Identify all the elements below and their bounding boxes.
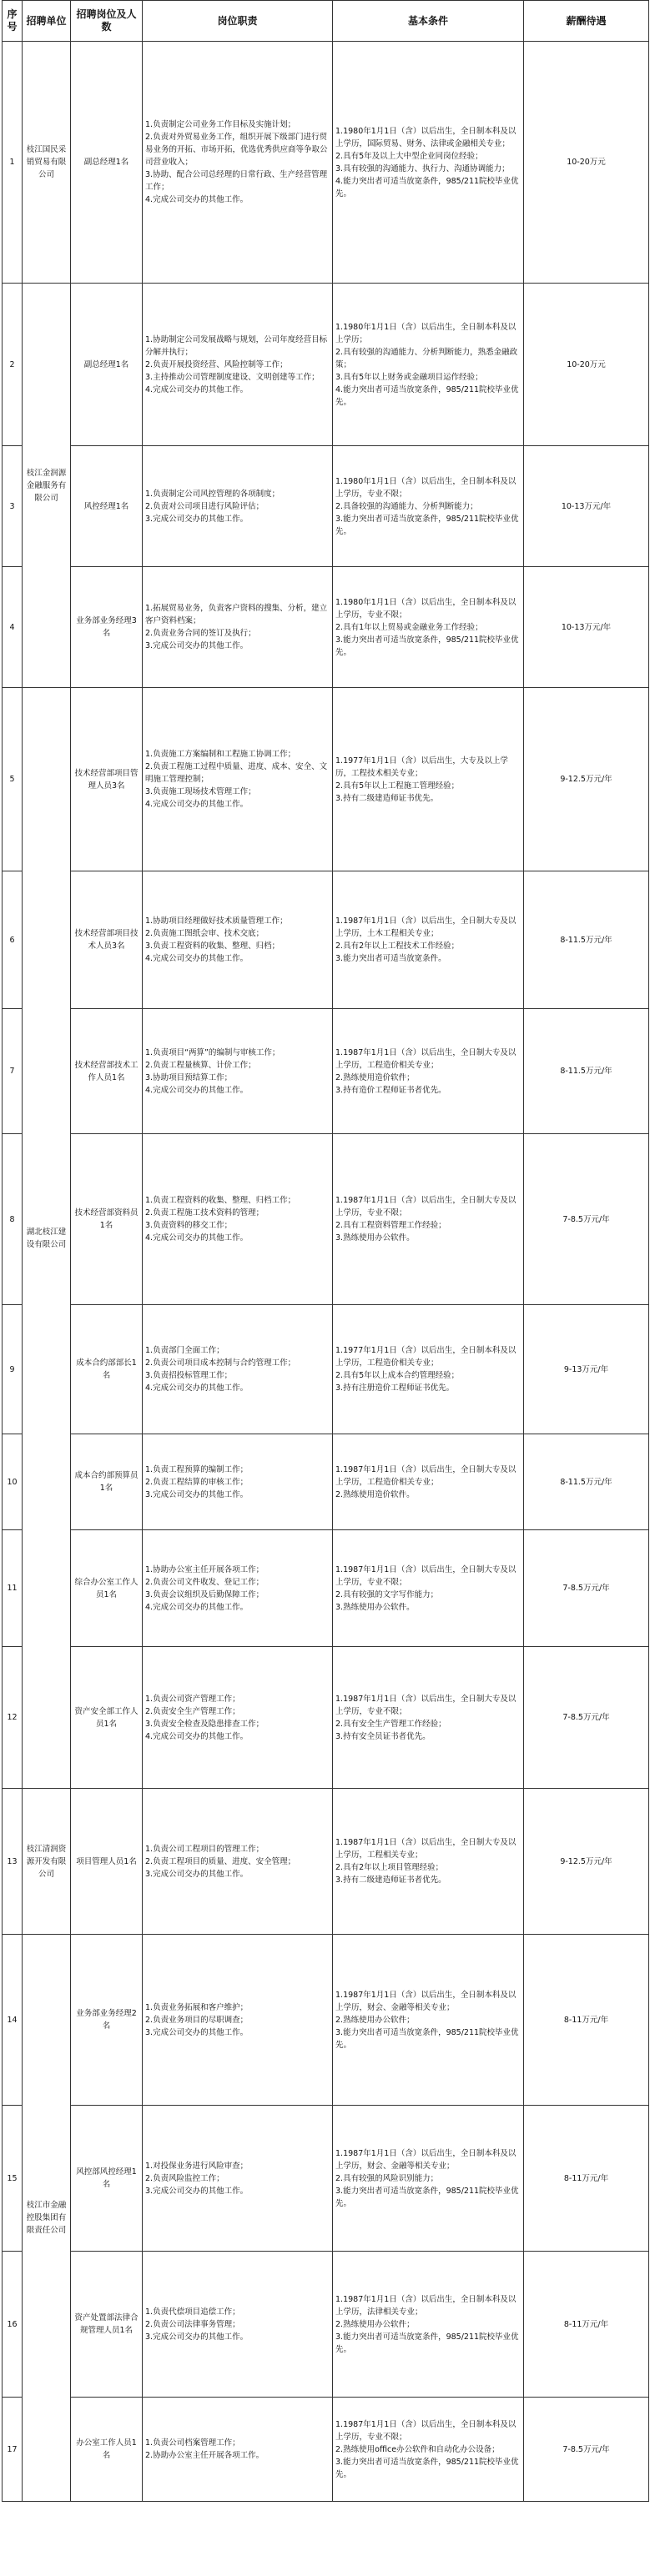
row-number: 9 [3,1305,23,1434]
table-row [3,1935,649,2106]
requirements-list [335,125,521,200]
salary-cell: 7-8.5万元/年 [524,1134,649,1305]
duty-item: 2.负责开展投资经营、风险控制等工作； [145,359,288,369]
position-cell: 成本合约部部长1名 [71,1305,143,1434]
duty-item: 2.负责工程施工过程中质量、进度、成本、安全、文明施工管理控制； [145,762,328,784]
duty-item: 4.完成公司交办的其他工作。 [145,384,249,394]
duties-list [145,915,330,965]
requirements-cell [333,2398,524,2502]
requirements-cell [333,1009,524,1134]
duty-item: 2.负责工程项目的质量、进度、安全管理； [145,1856,296,1866]
row-number: 10 [3,1434,23,1530]
duties-cell [143,1530,333,1647]
duty-item: 2.负责公司法律事务管理； [145,2319,240,2329]
unit-cell: 湖北枝江建设有限公司 [23,688,71,1789]
row-number: 13 [3,1789,23,1935]
duties-cell [143,1789,333,1935]
duty-item: 3.负责资料的移交工作； [145,1221,233,1230]
requirements-cell [333,567,524,688]
requirement-item: 2.熟练使用造价软件。 [335,1489,415,1499]
salary-cell: 8-11.5万元/年 [524,871,649,1009]
requirements-cell [333,1134,524,1305]
requirements-cell [333,1647,524,1789]
duty-item: 2.负责对外贸易业务工作，组织开展下级部门进行贸易业务的开拓、市场开拓，优选优秀供应商等争取公司营业收入； [145,133,328,167]
table-row [3,1305,649,1434]
position-cell: 成本合约部预算员1名 [71,1434,143,1530]
requirements-list [335,1464,521,1501]
duties-list [145,1344,330,1394]
position-cell: 副总经理1名 [71,284,143,446]
duty-item: 1.协助制定公司发展战略与规划，公司年度经营目标分解并执行； [145,334,328,357]
duty-item: 1.负责公司档案管理工作； [145,2438,240,2448]
requirement-item: 2.具有工程资料管理工作经验； [335,1221,446,1230]
header-no: 序号 [3,1,23,42]
position-cell: 副总经理1名 [71,42,143,284]
requirement-item: 1.1987年1月1日（含）以后出生，全日制本科及以上学历，财会、金融等相关专业； [335,2148,516,2171]
salary-cell: 8-11.5万元/年 [524,1009,649,1134]
duty-item: 3.完成公司交办的其他工作。 [145,2332,249,2342]
duty-item: 1.负责工程预算的编制工作； [145,1464,249,1474]
duties-cell [143,688,333,871]
requirements-cell [333,2252,524,2398]
requirement-item: 3.持有二级建造师证书优先。 [335,793,439,803]
duty-item: 3.负责会议组织及后勤保障工作； [145,1589,265,1599]
duties-cell [143,1305,333,1434]
requirement-item: 3.持有安全员证书者优先。 [335,1731,431,1741]
duties-list [145,488,330,525]
duty-item: 1.负责施工方案编制和工程施工协调工作； [145,750,296,759]
table-row [3,688,649,871]
duty-item: 2.协助办公室主任开展各项工作。 [145,2451,265,2460]
requirement-item: 2.具备较强的沟通能力、分析判断能力； [335,501,478,511]
duty-item: 2.负责工程量核算、计价工作； [145,1060,256,1070]
duty-item: 3.完成公司交办的其他工作。 [145,2186,249,2196]
requirements-cell [333,1935,524,2106]
duties-cell [143,2252,333,2398]
duties-list [145,334,330,396]
duty-item: 4.完成公司交办的其他工作。 [145,954,249,963]
requirement-item: 3.具有较强的沟通能力、执行力、沟通协调能力； [335,163,510,173]
requirements-list [335,1047,521,1097]
salary-cell: 10-20万元 [524,42,649,284]
duties-list [145,2306,330,2343]
requirements-list [335,321,521,409]
unit-cell: 枝江国民采销贸易有限公司 [23,42,71,284]
requirement-item: 2.具有安全生产管理工作经验； [335,1719,446,1729]
row-number: 15 [3,2106,23,2252]
duty-item: 1.负责工程资料的收集、整理、归档工作； [145,1196,296,1205]
duties-list [145,748,330,811]
duty-item: 3.负责安全检查及隐患排查工作； [145,1719,265,1729]
duty-item: 1.协助办公室主任开展各项工作； [145,1564,265,1574]
requirement-item: 3.持有造价工程师证书者优先。 [335,1085,446,1095]
requirement-item: 2.具有1年以上贸易或金融业务工作经验； [335,622,483,632]
requirement-item: 4.能力突出者可适当放宽条件，985/211院校毕业优先。 [335,384,519,407]
duty-item: 1.负责业务拓展和客户维护； [145,2002,249,2012]
requirements-cell [333,446,524,567]
requirements-cell [333,1434,524,1530]
requirement-item: 3.能力突出者可适当放宽条件。 [335,954,446,963]
salary-cell: 7-8.5万元/年 [524,1647,649,1789]
position-cell: 技术经营部项目管理人员3名 [71,688,143,871]
duties-list [145,1693,330,1743]
requirement-item: 1.1987年1月1日（含）以后出生，全日制本科及以上学历，财会、金融等相关专业； [335,1990,516,2012]
duties-list [145,1464,330,1501]
requirement-item: 3.能力突出者可适当放宽条件，985/211院校毕业优先。 [335,2332,519,2354]
duty-item: 1.对投保业务进行风险审查； [145,2161,249,2171]
table-row [3,567,649,688]
requirement-item: 1.1987年1月1日（含）以后出生，全日制大专及以上学历，专业不限； [335,1564,516,1587]
requirement-item: 1.1987年1月1日（含）以后出生，全日制大专及以上学历，专业不限； [335,1196,516,1218]
requirements-list [335,1836,521,1886]
requirement-item: 3.能力突出者可适当放宽条件，985/211院校毕业优先。 [335,2027,519,2050]
requirement-item: 1.1987年1月1日（含）以后出生，全日制大专及以上学历，工程造价相关专业； [335,1464,516,1487]
requirement-item: 2.熟练使用office办公软件和自动化办公设备； [335,2444,500,2454]
requirement-item: 2.具有2年以上工程技术工作经验； [335,942,460,951]
requirement-item: 3.熟练使用办公软件。 [335,1233,415,1243]
requirements-cell [333,2106,524,2252]
duty-item: 3.协助项目预结算工作； [145,1072,233,1082]
row-number: 5 [3,688,23,871]
requirements-list [335,1344,521,1394]
requirement-item: 1.1980年1月1日（含）以后出生，全日制本科及以上学历，国际贸易、财务、法律或金融相关专业； [335,126,516,148]
requirement-item: 3.具有5年以上财务或金融项目运作经验； [335,372,483,382]
table-row [3,284,649,446]
row-number: 7 [3,1009,23,1134]
requirement-item: 2.具有较强的沟通能力、分析判断能力，熟悉金融政策； [335,347,518,369]
requirements-list [335,2147,521,2210]
table-row [3,871,649,1009]
requirement-item: 3.能力突出者可适当放宽条件，985/211院校毕业优先。 [335,2186,519,2208]
duties-list [145,118,330,206]
requirement-item: 2.具有5年及以上大中型企业同岗位经验； [335,151,483,161]
duties-cell [143,2106,333,2252]
unit-cell: 枝江金润源金融服务有限公司 [23,284,71,688]
row-number: 14 [3,1935,23,2106]
duty-item: 3.负责招投标管理工作； [145,1371,233,1380]
duty-item: 1.负责项目“两算”的编制与审核工作； [145,1047,280,1057]
duty-item: 2.负责工程结算的审核工作； [145,1477,249,1487]
salary-cell: 8-11万元/年 [524,2252,649,2398]
duty-item: 4.完成公司交办的其他工作。 [145,1731,249,1741]
table-row [3,1647,649,1789]
requirement-item: 1.1987年1月1日（含）以后出生，全日制大专及以上学历，专业不限； [335,1694,516,1716]
salary-cell: 8-11万元/年 [524,1935,649,2106]
duty-item: 1.负责公司工程项目的管理工作； [145,1844,265,1854]
duties-list [145,2160,330,2197]
row-number: 11 [3,1530,23,1647]
duty-item: 4.完成公司交办的其他工作。 [145,195,249,204]
duties-cell [143,446,333,567]
table-header-row [3,1,649,42]
requirements-cell [333,1789,524,1935]
duty-item: 2.负责业务项目的尽职调查； [145,2015,249,2025]
duty-item: 3.负责工程资料的收集、整理、归档； [145,942,280,951]
duty-item: 4.完成公司交办的其他工作。 [145,1085,249,1095]
requirements-cell [333,1305,524,1434]
duties-cell [143,1935,333,2106]
duty-item: 3.完成公司交办的其他工作。 [145,1489,249,1499]
table-row [3,1789,649,1935]
requirements-cell [333,1530,524,1647]
duty-item: 3.主持推动公司管理制度建设、文明创建等工作； [145,372,320,382]
duty-item: 1.负责制定公司风控管理的各项制度； [145,489,280,499]
position-cell: 资产处置部法律合规管理人员1名 [71,2252,143,2398]
salary-cell: 9-12.5万元/年 [524,688,649,871]
salary-cell: 8-11.5万元/年 [524,1434,649,1530]
recruitment-table [2,0,649,2502]
requirement-item: 2.具有5年以上工程施工管理经验； [335,781,460,791]
duties-cell [143,871,333,1009]
position-cell: 业务部业务经理3名 [71,567,143,688]
requirement-item: 1.1980年1月1日（含）以后出生，全日制本科及以上学历，专业不限； [335,476,516,499]
table-row [3,1530,649,1647]
table-row [3,1134,649,1305]
requirement-item: 1.1980年1月1日（含）以后出生，全日制本科及以上学历； [335,322,516,344]
header-salary: 薪酬待遇 [524,1,649,42]
requirement-item: 1.1987年1月1日（含）以后出生，全日制大专及以上学历，工程造价相关专业； [335,1047,516,1070]
requirements-cell [333,42,524,284]
position-cell: 业务部业务经理2名 [71,1935,143,2106]
duties-cell [143,1647,333,1789]
requirements-list [335,1693,521,1743]
duty-item: 3.完成公司交办的其他工作。 [145,1869,249,1879]
duty-item: 3.完成公司交办的其他工作。 [145,514,249,524]
row-number: 16 [3,2252,23,2398]
row-number: 8 [3,1134,23,1305]
requirement-item: 2.具有2年以上项目管理经验； [335,1863,444,1872]
position-cell: 技术经营部技术工作人员1名 [71,1009,143,1134]
duties-cell [143,1009,333,1134]
requirements-list [335,915,521,965]
salary-cell: 10-13万元/年 [524,446,649,567]
duty-item: 1.拓展贸易业务，负责客户资料的搜集、分析，建立客户资料档案； [145,604,328,625]
unit-cell: 枝江市金融控股集团有限责任公司 [23,1935,71,2502]
requirements-list [335,1194,521,1244]
requirement-item: 2.具有较强的风险识别能力； [335,2173,439,2183]
duty-item: 1.负责制定公司业务工作目标及实施计划； [145,120,296,129]
duty-item: 3.协助、配合公司总经理的日常行政、生产经营管理工作； [145,170,328,192]
requirement-item: 2.具有5年以上成本合约管理经验； [335,1371,460,1380]
salary-cell: 7-8.5万元/年 [524,1530,649,1647]
requirement-item: 1.1980年1月1日（含）以后出生，全日制本科及以上学历，专业不限； [335,597,516,620]
row-number: 12 [3,1647,23,1789]
requirement-item: 1.1987年1月1日（含）以后出生，全日制本科及以上学历，法律相关专业； [335,2294,516,2317]
requirement-item: 2.熟练使用办公软件； [335,2319,415,2329]
row-number: 3 [3,446,23,567]
position-cell: 办公室工作人员1名 [71,2398,143,2502]
requirements-list [335,596,521,659]
duty-item: 2.负责工程施工技术资料的管理； [145,1208,265,1218]
requirements-list [335,2293,521,2356]
row-number: 2 [3,284,23,446]
salary-cell: 7-8.5万元/年 [524,2398,649,2502]
duty-item: 2.负责风险监控工作； [145,2173,224,2183]
requirement-item: 2.熟练使用办公软件； [335,2015,415,2025]
requirement-item: 3.能力突出者可适当放宽条件，985/211院校毕业优先。 [335,514,519,536]
duty-item: 3.负责施工现场技术管理工作； [145,787,256,796]
duty-item: 3.完成公司交办的其他工作。 [145,2027,249,2037]
duties-list [145,2001,330,2039]
duties-cell [143,1134,333,1305]
duties-list [145,1843,330,1881]
duties-list [145,602,330,652]
position-cell: 技术经营部项目技术人员3名 [71,871,143,1009]
position-cell: 风控部风控经理1名 [71,2106,143,2252]
requirement-item: 1.1987年1月1日（含）以后出生，全日制大专及以上学历，工程相关专业； [335,1838,516,1860]
salary-cell: 8-11万元/年 [524,2106,649,2252]
duty-item: 2.负责对公司项目进行风险评估； [145,501,265,511]
duty-item: 2.负责业务合同的签订及执行； [145,629,256,638]
duty-item: 1.负责部门全面工作； [145,1346,224,1355]
duty-item: 2.负责公司项目成本控制与合约管理工作； [145,1358,296,1368]
requirement-item: 3.持有注册造价工程师证书优先。 [335,1383,455,1393]
requirement-item: 1.1987年1月1日（含）以后出生，全日制大专及以上学历，土木工程相关专业； [335,916,516,938]
requirement-item: 3.持有二级建造师证书者优先。 [335,1876,446,1885]
requirements-list [335,1989,521,2051]
requirement-item: 1.1987年1月1日（含）以后出生，全日制本科及以上学历，专业不限； [335,2419,516,2442]
requirement-item: 2.具有较强的文字写作能力； [335,1589,439,1599]
duties-cell [143,1434,333,1530]
position-cell: 风控经理1名 [71,446,143,567]
requirements-list [335,475,521,538]
salary-cell: 10-20万元 [524,284,649,446]
duty-item: 4.完成公司交办的其他工作。 [145,1233,249,1243]
requirement-item: 1.1977年1月1日（含）以后出生，大专及以上学历，工程技术相关专业； [335,756,508,778]
table-row [3,446,649,567]
table-row [3,1434,649,1530]
header-position: 招聘岗位及人数 [71,1,143,42]
duties-list [145,1047,330,1097]
duty-item: 4.完成公司交办的其他工作。 [145,1383,249,1393]
position-cell: 综合办公室工作人员1名 [71,1530,143,1647]
position-cell: 技术经营部资料员1名 [71,1134,143,1305]
duties-list [145,1194,330,1244]
table-row [3,2398,649,2502]
table-row [3,2252,649,2398]
salary-cell: 10-13万元/年 [524,567,649,688]
requirement-item: 3.能力突出者可适当放宽条件，985/211院校毕业优先。 [335,2457,519,2479]
table-row [3,2106,649,2252]
duty-item: 1.负责代偿项目追偿工作； [145,2307,240,2317]
requirement-item: 4.能力突出者可适当放宽条件，985/211院校毕业优先。 [335,176,519,198]
duty-item: 2.负责公司文件收发、登记工作； [145,1577,265,1587]
duty-item: 4.完成公司交办的其他工作。 [145,1602,249,1612]
duty-item: 1.负责公司资产管理工作； [145,1694,240,1704]
row-number: 4 [3,567,23,688]
requirements-cell [333,871,524,1009]
requirements-cell [333,284,524,446]
requirement-item: 3.能力突出者可适当放宽条件，985/211院校毕业优先。 [335,635,519,657]
requirement-item: 2.熟练使用造价软件； [335,1072,415,1082]
salary-cell: 9-12.5万元/年 [524,1789,649,1935]
duties-list [145,2437,330,2462]
duties-list [145,1564,330,1614]
requirements-list [335,1564,521,1614]
requirements-cell [333,688,524,871]
duties-cell [143,42,333,284]
position-cell: 项目管理人员1名 [71,1789,143,1935]
table-row [3,1009,649,1134]
header-requirements: 基本条件 [333,1,524,42]
salary-cell: 9-13万元/年 [524,1305,649,1434]
duty-item: 3.完成公司交办的其他工作。 [145,641,249,650]
duties-cell [143,2398,333,2502]
requirements-list [335,755,521,805]
requirement-item: 3.熟练使用办公软件。 [335,1602,415,1612]
requirement-item: 1.1977年1月1日（含）以后出生，全日制本科及以上学历，工程造价相关专业； [335,1346,516,1368]
position-cell: 资产安全部工作人员1名 [71,1647,143,1789]
duties-cell [143,567,333,688]
header-unit: 招聘单位 [23,1,71,42]
duty-item: 4.完成公司交办的其他工作。 [145,800,249,809]
row-number: 6 [3,871,23,1009]
row-number: 1 [3,42,23,284]
requirements-list [335,2418,521,2481]
unit-cell: 枝江清润资源开发有限公司 [23,1789,71,1935]
duty-item: 2.负责施工图纸会审、技术交底； [145,929,265,938]
table-row [3,42,649,284]
duty-item: 1.协助项目经理做好技术质量管理工作； [145,916,288,926]
duty-item: 2.负责安全生产管理工作； [145,1706,240,1716]
duties-cell [143,284,333,446]
row-number: 17 [3,2398,23,2502]
header-duties: 岗位职责 [143,1,333,42]
